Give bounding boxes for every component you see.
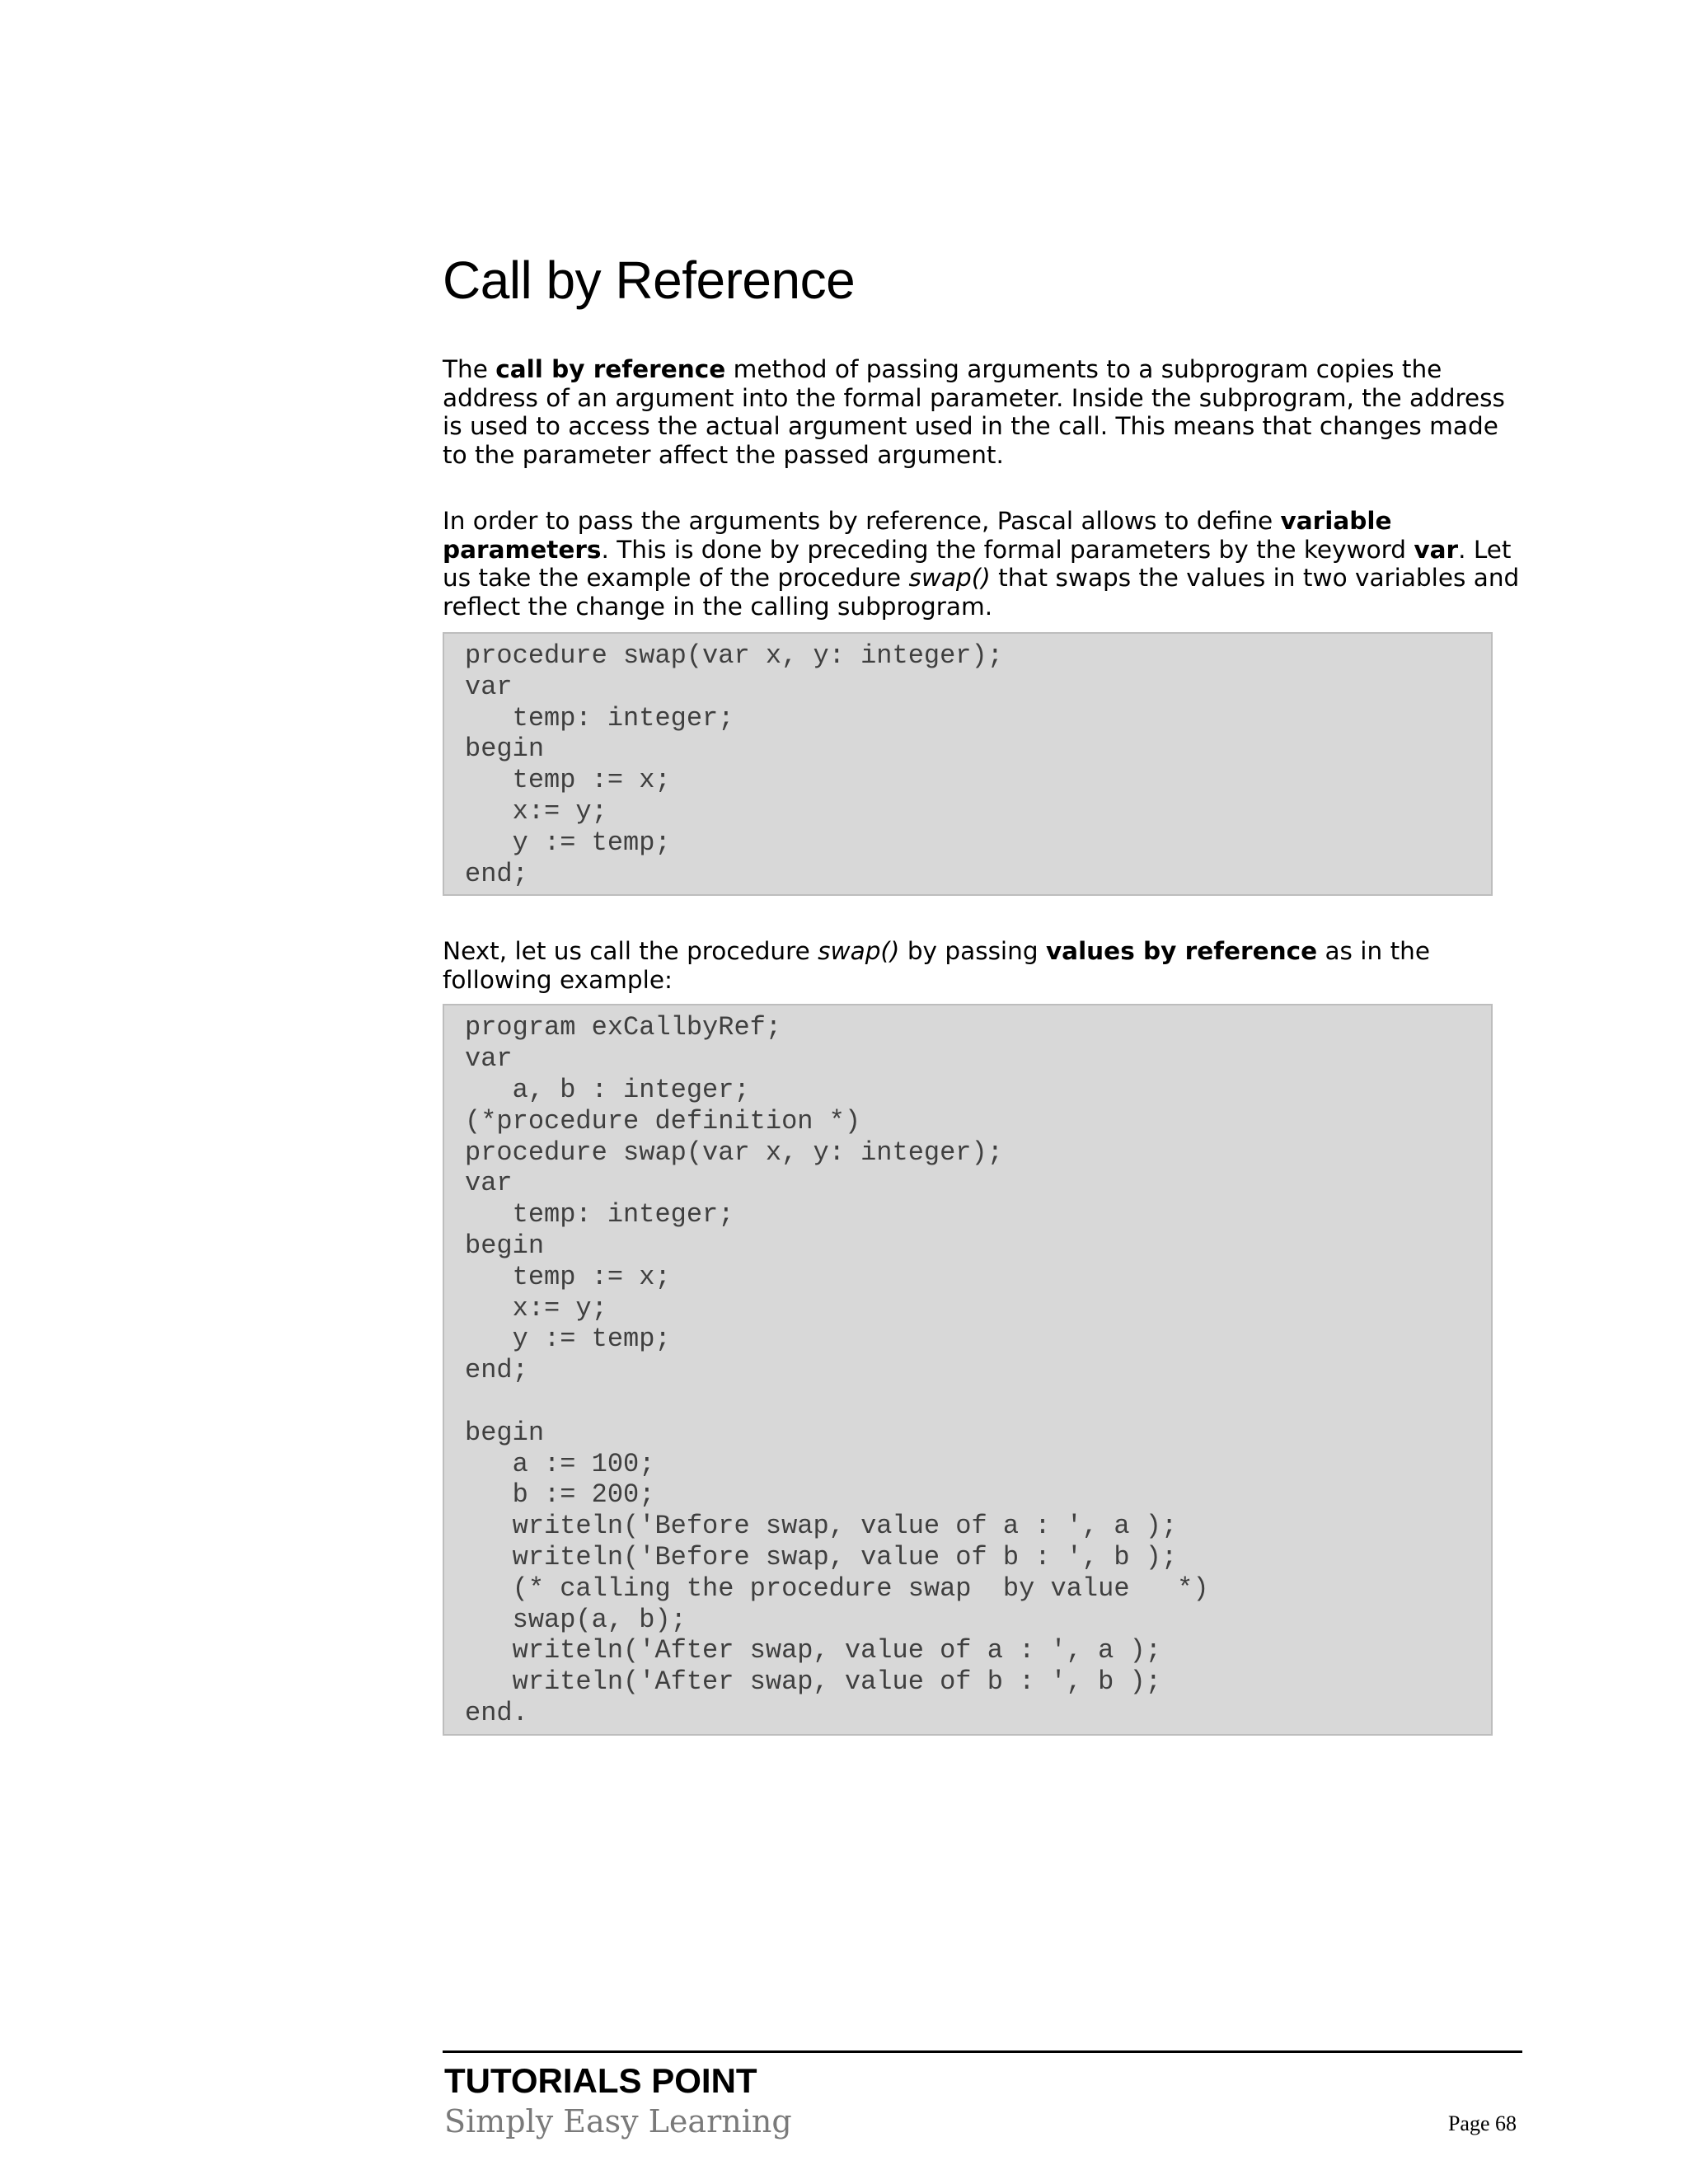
text-run: var <box>1414 535 1459 564</box>
text-run: The <box>443 355 496 383</box>
footer-divider <box>443 2050 1522 2053</box>
text-run: as in the following example: <box>443 937 1430 994</box>
text-run: call by reference <box>495 355 726 383</box>
text-run: swap() <box>818 937 900 966</box>
intro-paragraph <box>443 355 1522 469</box>
text-run: that swaps the values in two variables and reflect the change in the calling subprogram. <box>443 564 1520 621</box>
page-number: Page 68 <box>1447 2111 1517 2135</box>
swap-procedure-code-block: procedure swap(var x, y: integer); var temp: integer; begin temp := x; x:= y; y := temp; end; <box>443 632 1493 896</box>
text-run: . This is done by preceding the formal parameters by the keyword <box>601 535 1414 564</box>
document-body <box>443 246 1522 1736</box>
variable-parameters-paragraph <box>443 507 1522 621</box>
next-example-paragraph <box>443 937 1522 994</box>
page-title: Call by Reference <box>443 251 856 310</box>
text-run: variable parameters <box>443 507 1392 564</box>
text-run: method of passing arguments to a subprogram copies the address of an argument into the formal parameter. Inside the subprogram, the address is used to access the actual argument used in the call. This means that changes made to the parameter affect the passed argument. <box>443 355 1505 469</box>
text-run: values by reference <box>1045 937 1318 966</box>
footer-tagline: Simply Easy Learning <box>444 2103 792 2139</box>
program-example-code-block: program exCallbyRef; var a, b : integer; (*procedure definition *) procedure swap(var x, y: integer); var temp: integer; begin temp := x; x:= y; y := temp; end; begin a := 100; b := 200; writeln('Before swap, value of a : ', a ); writeln('Before swap, value of b : ', b ); (* calling the procedure swap by value *) swap(a, b); writeln('After swap, value of a : ', a ); writeln('After swap, value of b : ', b ); end. <box>443 1004 1493 1735</box>
text-run: by passing <box>899 937 1046 966</box>
text-run: In order to pass the arguments by reference, Pascal allows to define <box>443 507 1281 535</box>
text-run: . Let us take the example of the procedure <box>443 535 1512 592</box>
footer-brand: TUTORIALS POINT <box>444 2061 757 2100</box>
text-run: swap() <box>908 564 991 592</box>
text-run: Next, let us call the procedure <box>443 937 818 966</box>
